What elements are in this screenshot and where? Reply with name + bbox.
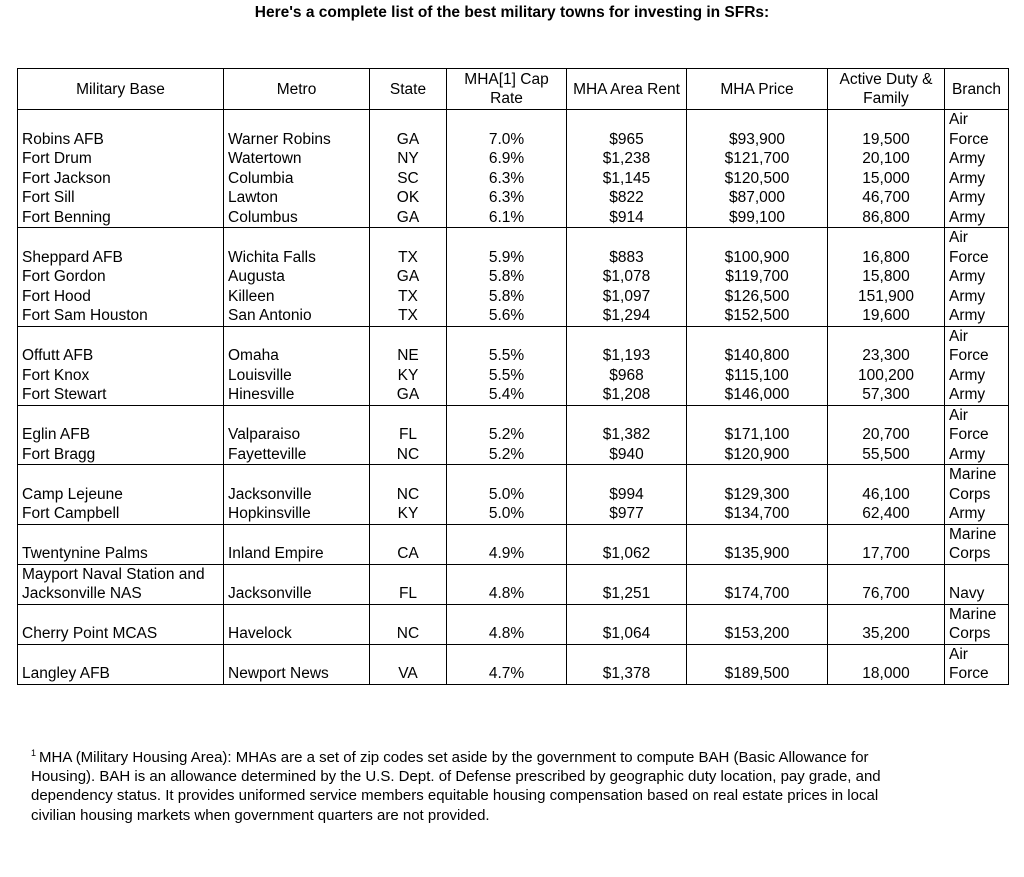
active-duty-cell: 151,900	[828, 287, 945, 307]
cap-rate-cell: 5.9%	[447, 228, 567, 268]
column-header: State	[370, 69, 447, 110]
table-row	[18, 524, 1009, 564]
metro-cell: Warner Robins	[224, 110, 370, 150]
table-row	[18, 366, 1009, 386]
branch-cell: Army	[945, 149, 1009, 169]
table-row	[18, 149, 1009, 169]
branch-cell: Army	[945, 287, 1009, 307]
active-duty-cell: 19,500	[828, 110, 945, 150]
military-base-cell: Fort Sill	[18, 188, 224, 208]
metro-cell: Valparaiso	[224, 405, 370, 445]
military-base-cell: Twentynine Palms	[18, 524, 224, 564]
metro-cell: Louisville	[224, 366, 370, 386]
cap-rate-cell: 4.7%	[447, 644, 567, 684]
footnote	[31, 744, 881, 825]
table-row	[18, 326, 1009, 366]
branch-cell: Air Force	[945, 326, 1009, 366]
metro-cell: Newport News	[224, 644, 370, 684]
branch-cell: Army	[945, 366, 1009, 386]
branch-cell: Army	[945, 267, 1009, 287]
state-cell: KY	[370, 366, 447, 386]
metro-cell: Augusta	[224, 267, 370, 287]
table-row	[18, 287, 1009, 307]
column-header: MHA Area Rent	[567, 69, 687, 110]
active-duty-cell: 46,100	[828, 465, 945, 505]
state-cell: KY	[370, 504, 447, 524]
cap-rate-cell: 5.5%	[447, 326, 567, 366]
cap-rate-cell: 5.6%	[447, 306, 567, 326]
military-base-cell: Fort Hood	[18, 287, 224, 307]
page-title: Here's a complete list of the best military towns for investing in SFRs:	[254, 4, 770, 21]
state-cell: TX	[370, 287, 447, 307]
area-rent-cell: $1,208	[567, 385, 687, 405]
active-duty-cell: 46,700	[828, 188, 945, 208]
cap-rate-cell: 5.8%	[447, 287, 567, 307]
table-row	[18, 110, 1009, 150]
cap-rate-cell: 7.0%	[447, 110, 567, 150]
active-duty-cell: 15,800	[828, 267, 945, 287]
cap-rate-cell: 6.3%	[447, 188, 567, 208]
cap-rate-cell: 4.8%	[447, 564, 567, 604]
price-cell: $189,500	[687, 644, 828, 684]
price-cell: $100,900	[687, 228, 828, 268]
footnote-marker: 1	[31, 748, 37, 758]
metro-cell: Wichita Falls	[224, 228, 370, 268]
state-cell: NC	[370, 445, 447, 465]
branch-cell: Army	[945, 504, 1009, 524]
cap-rate-cell: 6.9%	[447, 149, 567, 169]
military-base-cell: Offutt AFB	[18, 326, 224, 366]
active-duty-cell: 23,300	[828, 326, 945, 366]
cap-rate-cell: 5.0%	[447, 465, 567, 505]
state-cell: FL	[370, 405, 447, 445]
active-duty-cell: 17,700	[828, 524, 945, 564]
military-base-cell: Cherry Point MCAS	[18, 604, 224, 644]
cap-rate-cell: 4.8%	[447, 604, 567, 644]
price-cell: $121,700	[687, 149, 828, 169]
active-duty-cell: 100,200	[828, 366, 945, 386]
area-rent-cell: $1,238	[567, 149, 687, 169]
area-rent-cell: $940	[567, 445, 687, 465]
area-rent-cell: $822	[567, 188, 687, 208]
military-base-cell: Fort Jackson	[18, 169, 224, 189]
active-duty-cell: 57,300	[828, 385, 945, 405]
metro-cell: Columbia	[224, 169, 370, 189]
area-rent-cell: $1,193	[567, 326, 687, 366]
footnote-text: MHA (Military Housing Area): MHAs are a set of zip codes set aside by the government to compute BAH (Basic Allowance for Housing). BAH is an allowance determined by the U.S. Dept. of Defense prescribed by geographic duty location, pay grade, and dependency status. It provides uniformed service members equitable housing compensation based on real estate prices in local civilian housing markets when government quarters are not provided.	[31, 749, 881, 824]
military-base-cell: Fort Knox	[18, 366, 224, 386]
state-cell: GA	[370, 208, 447, 228]
table-row	[18, 267, 1009, 287]
table-row	[18, 504, 1009, 524]
military-base-cell: Fort Drum	[18, 149, 224, 169]
active-duty-cell: 19,600	[828, 306, 945, 326]
price-cell: $115,100	[687, 366, 828, 386]
metro-cell: Hopkinsville	[224, 504, 370, 524]
price-cell: $120,900	[687, 445, 828, 465]
state-cell: TX	[370, 306, 447, 326]
active-duty-cell: 35,200	[828, 604, 945, 644]
area-rent-cell: $1,251	[567, 564, 687, 604]
area-rent-cell: $1,294	[567, 306, 687, 326]
metro-cell: Killeen	[224, 287, 370, 307]
area-rent-cell: $1,145	[567, 169, 687, 189]
area-rent-cell: $965	[567, 110, 687, 150]
area-rent-cell: $1,062	[567, 524, 687, 564]
military-towns-table	[17, 68, 1009, 685]
branch-cell: Army	[945, 208, 1009, 228]
price-cell: $134,700	[687, 504, 828, 524]
cap-rate-cell: 5.0%	[447, 504, 567, 524]
state-cell: GA	[370, 385, 447, 405]
price-cell: $146,000	[687, 385, 828, 405]
cap-rate-cell: 5.5%	[447, 366, 567, 386]
cap-rate-cell: 5.2%	[447, 445, 567, 465]
cap-rate-cell: 5.2%	[447, 405, 567, 445]
active-duty-cell: 18,000	[828, 644, 945, 684]
area-rent-cell: $977	[567, 504, 687, 524]
price-cell: $126,500	[687, 287, 828, 307]
table-row	[18, 306, 1009, 326]
column-header: Active Duty & Family	[828, 69, 945, 110]
table-row	[18, 208, 1009, 228]
state-cell: SC	[370, 169, 447, 189]
military-base-cell: Fort Sam Houston	[18, 306, 224, 326]
military-base-cell: Fort Stewart	[18, 385, 224, 405]
military-base-cell: Camp Lejeune	[18, 465, 224, 505]
military-base-cell: Langley AFB	[18, 644, 224, 684]
price-cell: $99,100	[687, 208, 828, 228]
cap-rate-cell: 4.9%	[447, 524, 567, 564]
price-cell: $119,700	[687, 267, 828, 287]
metro-cell: Jacksonville	[224, 564, 370, 604]
area-rent-cell: $1,064	[567, 604, 687, 644]
active-duty-cell: 86,800	[828, 208, 945, 228]
state-cell: NC	[370, 465, 447, 505]
column-header: Military Base	[18, 69, 224, 110]
area-rent-cell: $968	[567, 366, 687, 386]
table-row	[18, 405, 1009, 445]
active-duty-cell: 20,100	[828, 149, 945, 169]
military-base-cell: Fort Benning	[18, 208, 224, 228]
table-row	[18, 188, 1009, 208]
military-base-cell: Fort Gordon	[18, 267, 224, 287]
state-cell: FL	[370, 564, 447, 604]
military-base-cell: Robins AFB	[18, 110, 224, 150]
price-cell: $135,900	[687, 524, 828, 564]
state-cell: GA	[370, 110, 447, 150]
cap-rate-cell: 5.4%	[447, 385, 567, 405]
branch-cell: Army	[945, 445, 1009, 465]
state-cell: VA	[370, 644, 447, 684]
active-duty-cell: 15,000	[828, 169, 945, 189]
price-cell: $174,700	[687, 564, 828, 604]
price-cell: $153,200	[687, 604, 828, 644]
price-cell: $87,000	[687, 188, 828, 208]
military-base-cell: Sheppard AFB	[18, 228, 224, 268]
state-cell: NE	[370, 326, 447, 366]
active-duty-cell: 16,800	[828, 228, 945, 268]
metro-cell: Jacksonville	[224, 465, 370, 505]
branch-cell: Marine Corps	[945, 604, 1009, 644]
table-row	[18, 385, 1009, 405]
branch-cell: Marine Corps	[945, 465, 1009, 505]
cap-rate-cell: 5.8%	[447, 267, 567, 287]
military-base-cell: Fort Bragg	[18, 445, 224, 465]
active-duty-cell: 76,700	[828, 564, 945, 604]
active-duty-cell: 62,400	[828, 504, 945, 524]
military-base-cell: Mayport Naval Station and Jacksonville NAS	[18, 564, 224, 604]
branch-cell: Air Force	[945, 644, 1009, 684]
cap-rate-cell: 6.1%	[447, 208, 567, 228]
table-row	[18, 465, 1009, 505]
metro-cell: Havelock	[224, 604, 370, 644]
price-cell: $152,500	[687, 306, 828, 326]
branch-cell: Marine Corps	[945, 524, 1009, 564]
active-duty-cell: 20,700	[828, 405, 945, 445]
branch-cell: Army	[945, 188, 1009, 208]
metro-cell: Watertown	[224, 149, 370, 169]
branch-cell: Army	[945, 169, 1009, 189]
price-cell: $140,800	[687, 326, 828, 366]
state-cell: NC	[370, 604, 447, 644]
state-cell: CA	[370, 524, 447, 564]
state-cell: OK	[370, 188, 447, 208]
state-cell: GA	[370, 267, 447, 287]
column-header: Branch	[945, 69, 1009, 110]
cap-rate-cell: 6.3%	[447, 169, 567, 189]
metro-cell: Omaha	[224, 326, 370, 366]
military-base-cell: Eglin AFB	[18, 405, 224, 445]
branch-cell: Air Force	[945, 110, 1009, 150]
metro-cell: San Antonio	[224, 306, 370, 326]
table-row	[18, 604, 1009, 644]
area-rent-cell: $1,378	[567, 644, 687, 684]
metro-cell: Fayetteville	[224, 445, 370, 465]
price-cell: $93,900	[687, 110, 828, 150]
metro-cell: Hinesville	[224, 385, 370, 405]
military-base-cell: Fort Campbell	[18, 504, 224, 524]
table-row	[18, 228, 1009, 268]
table-row	[18, 169, 1009, 189]
table-row	[18, 564, 1009, 604]
column-header: MHA Price	[687, 69, 828, 110]
column-header: Metro	[224, 69, 370, 110]
area-rent-cell: $994	[567, 465, 687, 505]
table-row	[18, 445, 1009, 465]
price-cell: $129,300	[687, 465, 828, 505]
branch-cell: Army	[945, 385, 1009, 405]
branch-cell: Air Force	[945, 405, 1009, 445]
branch-cell: Air Force	[945, 228, 1009, 268]
state-cell: TX	[370, 228, 447, 268]
price-cell: $120,500	[687, 169, 828, 189]
area-rent-cell: $883	[567, 228, 687, 268]
area-rent-cell: $1,078	[567, 267, 687, 287]
column-header: MHA[1] Cap Rate	[447, 69, 567, 110]
metro-cell: Columbus	[224, 208, 370, 228]
branch-cell: Navy	[945, 564, 1009, 604]
area-rent-cell: $914	[567, 208, 687, 228]
price-cell: $171,100	[687, 405, 828, 445]
metro-cell: Lawton	[224, 188, 370, 208]
branch-cell: Army	[945, 306, 1009, 326]
active-duty-cell: 55,500	[828, 445, 945, 465]
state-cell: NY	[370, 149, 447, 169]
area-rent-cell: $1,382	[567, 405, 687, 445]
table-header-row	[18, 69, 1009, 110]
table-row	[18, 644, 1009, 684]
area-rent-cell: $1,097	[567, 287, 687, 307]
metro-cell: Inland Empire	[224, 524, 370, 564]
